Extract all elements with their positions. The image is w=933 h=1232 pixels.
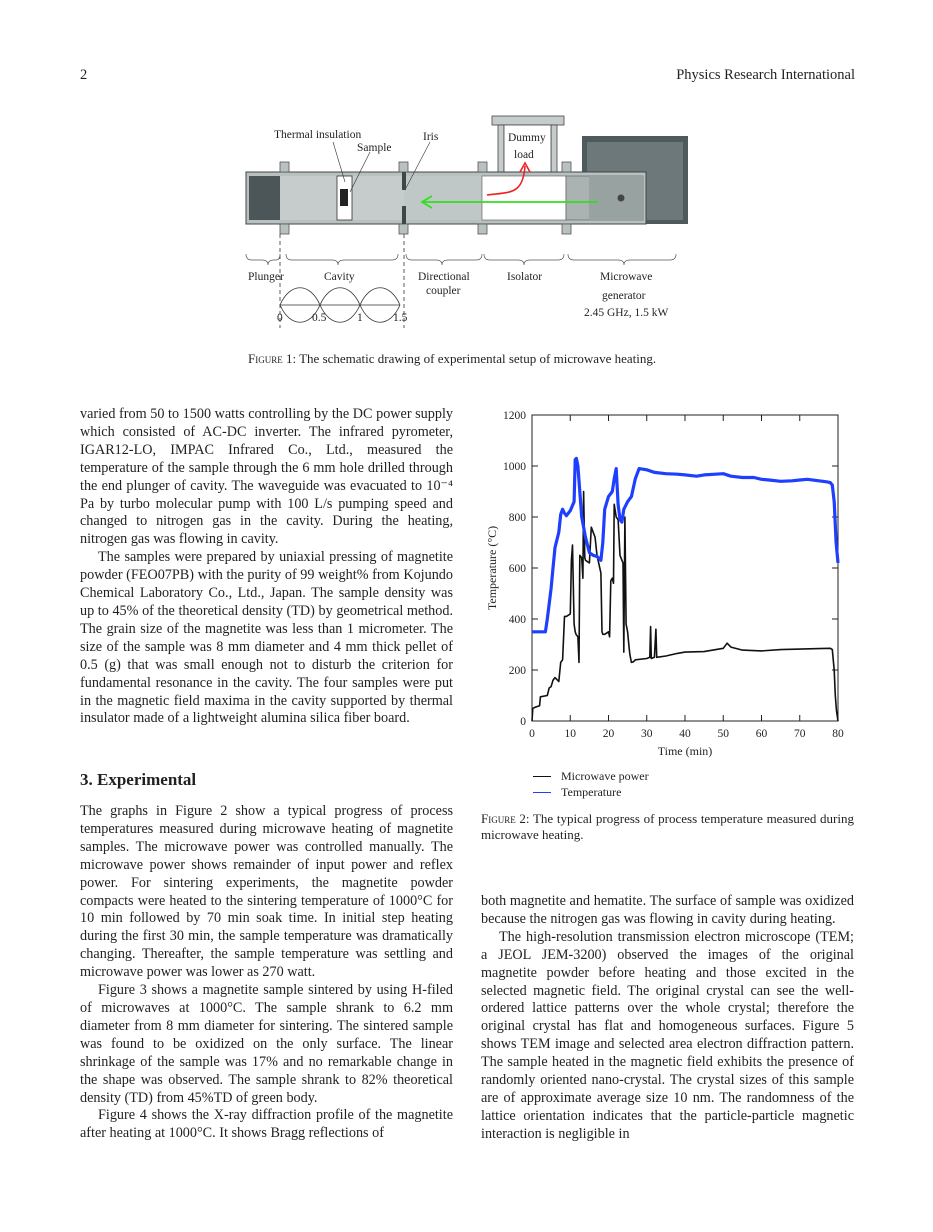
isolator xyxy=(482,176,566,220)
label-tick-15: 1.5 xyxy=(393,312,408,324)
paragraph: The high-resolution transmission electron microscope (TEM; a JEOL JEM-3200) observed the images of the original magnetite powder before heating and those excited in the selected magnetic field. The original crystal can see the well-ordered lattice patterns over the whole crystal; therefore the original crystal has flat and homogeneous surfaces. Figure 5 shows TEM image and selected area electron diffraction pattern. The sample heated in the magnetic field exhibits the presence of randomly oriented nano-crystal. The crystal sizes of this sample are of approximate average size 10 nm. The randomness of the lattice orientation indicates that the particle-particle magnetic interaction is negligible in xyxy=(481,928,854,1142)
paragraph: both magnetite and hematite. The surface of sample was oxidized because the nitrogen gas was flowing in cavity during heating. xyxy=(481,893,854,927)
label-plunger: Plunger xyxy=(248,271,284,283)
figure-1-schematic xyxy=(240,110,700,335)
y-tick-label: 200 xyxy=(508,665,526,677)
paragraph: varied from 50 to 1500 watts controlling by the DC power supply which consisted of AC-DC inverter. The infrared pyrometer, IGAR12-LO, IMPAC Infrared Co., Ltd., measured the temperature of the sample through the 6 mm hole drilled through the end plunger of cavity. The waveguide was evacuated to 10⁻⁴ Pa by turbo molecular pump with 100 L/s pumping speed and changed to nitrogen gas in the cavity. During the heating, nitrogen gas was flowing in cavity. xyxy=(80,406,453,548)
figure-1-caption-text: The schematic drawing of experimental setup of microwave heating. xyxy=(296,351,657,366)
label-directional-coupler-2: coupler xyxy=(426,285,461,297)
paragraph: The graphs in Figure 2 show a typical progress of process temperatures measured during microwave heating of magnetite samples. The microwave power was controlled manually. The microwave power shows remainder of input power and reflex power. For sintering experiments, the magnetite powder compacts were heated to the sintering temperature of 1000°C for 10 min followed by 70 min soak time. In initial step heating during the first 30 min, the sample temperature was dramatically changing. Thereafter, the sample temperature was settling and microwave power was lower as 270 watt. xyxy=(80,803,453,981)
x-tick-label: 60 xyxy=(755,728,768,740)
journal-title: Physics Research International xyxy=(676,67,855,83)
label-dummy-load-2: load xyxy=(514,149,534,161)
sample xyxy=(340,189,348,206)
y-tick-label: 1200 xyxy=(503,410,526,422)
label-generator-2: generator xyxy=(602,290,646,302)
y-tick-label: 600 xyxy=(508,563,526,575)
x-tick-label: 70 xyxy=(794,728,806,740)
chart-legend xyxy=(533,768,649,800)
x-tick-label: 50 xyxy=(717,728,729,740)
x-tick-label: 80 xyxy=(832,728,844,740)
label-isolator: Isolator xyxy=(507,271,543,283)
legend-swatch-power xyxy=(533,776,551,777)
y-axis-label: Temperature (°C) xyxy=(485,525,499,611)
iris-bottom xyxy=(402,206,406,224)
directional-coupler xyxy=(404,176,482,220)
label-iris: Iris xyxy=(423,131,439,143)
figure-1-caption xyxy=(248,351,708,367)
label-tick-1: 1 xyxy=(357,312,363,324)
legend-swatch-temperature xyxy=(533,792,551,793)
x-tick-label: 20 xyxy=(602,728,615,740)
antenna xyxy=(618,195,625,202)
paragraph: Figure 3 shows a magnetite sample sintered by using H-filed of microwaves at 1000°C. The sample shrank to 6.2 mm diameter from 8 mm diameter for sintering. The sintered sample was found to be oxidized on the only surface. The linear shrinkage of the sample was 17% and no remarkable change in the shape was observed. The sample shrank to 82% theoretical density (TD) from 45%TD of green body. xyxy=(80,982,453,1106)
label-generator-spec: 2.45 GHz, 1.5 kW xyxy=(584,307,669,319)
legend-label-temperature: Temperature xyxy=(561,785,622,799)
x-tick-label: 10 xyxy=(564,728,576,740)
paragraph: Figure 4 shows the X-ray diffraction profile of the magnetite after heating at 1000°C. It shows Bragg reflections of xyxy=(80,1107,453,1142)
paragraph: The samples were prepared by uniaxial pressing of magnetite powder (FEO07PB) with the purity of 99 weight% from Kojundo Chemical Laboratory Co., Ltd., Japan. The sample density was up to 45% of the theoretical density (TD) by geometrical method. The grain size of the magnetite was less than 1 micrometer. The size of the sample was 8 mm diameter and 4 mm thick pellet of 0.5 (g) that was small enough not to disturb the criterion for fundamental resonance in the cavity. The four samples were put in the magnetic field maxima in the cavity supported by thermal insulator made of a lightweight alumina silica fiber board. xyxy=(80,549,453,727)
figure-1-label: Figure 1: xyxy=(248,351,297,366)
body-text-left-top xyxy=(80,406,453,728)
x-tick-label: 40 xyxy=(679,728,691,740)
y-tick-label: 400 xyxy=(508,614,526,626)
section-braces xyxy=(246,254,676,265)
legend-label-power: Microwave power xyxy=(561,769,649,783)
standing-wave xyxy=(280,288,400,323)
x-tick-label: 0 xyxy=(529,728,535,740)
iris-top xyxy=(402,172,406,190)
y-tick-label: 1000 xyxy=(503,461,526,473)
figure-2-chart xyxy=(480,400,860,765)
series-line-microwave-power xyxy=(532,492,838,722)
legend-item-temperature xyxy=(533,784,649,800)
figure-2-label: Figure 2: xyxy=(481,811,530,826)
x-tick-label: 30 xyxy=(641,728,653,740)
series-line-temperature xyxy=(532,458,838,631)
label-cavity: Cavity xyxy=(324,271,355,283)
y-tick-label: 800 xyxy=(508,512,526,524)
body-text-left-bottom xyxy=(80,803,453,1143)
label-tick-05: 0.5 xyxy=(312,312,327,324)
figure-2-caption-text: The typical progress of process temperature measured during microwave heating. xyxy=(481,811,855,842)
y-tick-label: 0 xyxy=(520,716,526,728)
plunger xyxy=(249,176,280,220)
label-sample: Sample xyxy=(357,142,392,154)
figure-2-caption xyxy=(481,811,854,843)
legend-item-power xyxy=(533,768,649,784)
section-heading: 3. Experimental xyxy=(80,770,197,789)
x-axis-label: Time (min) xyxy=(657,744,713,758)
body-text-right-bottom xyxy=(481,893,854,1144)
label-dummy-load-1: Dummy xyxy=(508,132,546,144)
label-thermal-insulation: Thermal insulation xyxy=(274,129,362,141)
label-directional-coupler-1: Directional xyxy=(418,271,470,283)
page-number: 2 xyxy=(80,67,88,83)
dummy-load-flange xyxy=(492,116,564,125)
label-tick-0: 0 xyxy=(277,312,283,324)
label-generator-1: Microwave xyxy=(600,271,653,283)
